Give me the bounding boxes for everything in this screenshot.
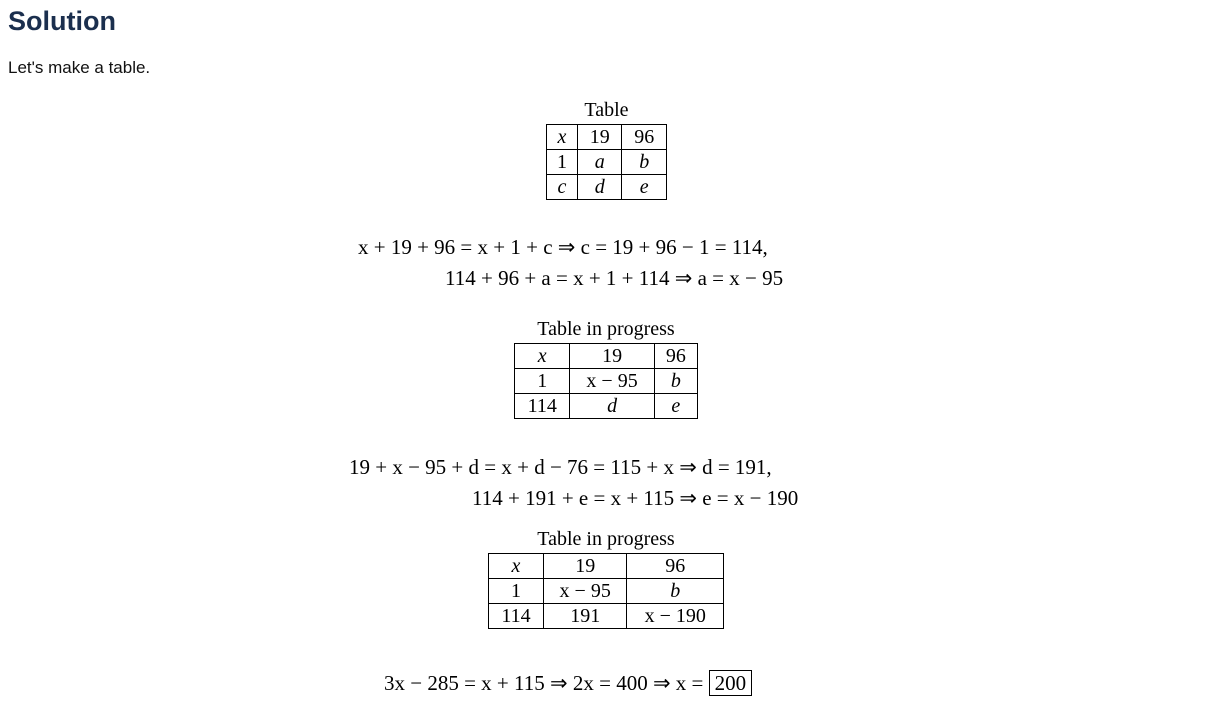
table-cell: 19 [570, 344, 654, 369]
table-cell: 1 [547, 150, 578, 175]
table-2 [514, 343, 698, 419]
table-cell: e [622, 175, 667, 200]
table-3-caption: Table in progress [537, 528, 675, 550]
table-row [489, 604, 724, 629]
equation-line: x + 19 + 96 = x + 1 + c ⇒ c = 19 + 96 − 1 = 114, [358, 235, 768, 259]
table-row [489, 554, 724, 579]
table-cell: d [578, 175, 622, 200]
table-row [515, 344, 698, 369]
table-row [489, 579, 724, 604]
final-equation-text: 3x − 285 = x + 115 ⇒ 2x = 400 ⇒ x = [384, 671, 704, 695]
equation-line: 114 + 96 + a = x + 1 + 114 ⇒ a = x − 95 [445, 266, 784, 290]
table-cell: b [622, 150, 667, 175]
table-cell: x [547, 125, 578, 150]
table-cell: 1 [489, 579, 544, 604]
table-cell: a [578, 150, 622, 175]
table-row [515, 369, 698, 394]
answer-box: 200 [709, 670, 753, 696]
table-cell: 114 [515, 394, 570, 419]
intro-text: Let's make a table. [8, 58, 151, 77]
table-cell: x − 190 [627, 604, 724, 629]
table-cell: x [515, 344, 570, 369]
table-cell: c [547, 175, 578, 200]
final-equation [384, 671, 752, 695]
table-cell: 96 [622, 125, 667, 150]
table-cell: x − 95 [570, 369, 654, 394]
table-row [547, 175, 667, 200]
table-cell: e [654, 394, 697, 419]
table-1 [546, 124, 667, 200]
table-3 [488, 553, 724, 629]
table-row [547, 125, 667, 150]
table-cell: 96 [654, 344, 697, 369]
table-cell: 1 [515, 369, 570, 394]
table-cell: 19 [543, 554, 627, 579]
table-row [515, 394, 698, 419]
table-row [547, 150, 667, 175]
table-cell: 191 [543, 604, 627, 629]
table-cell: 96 [627, 554, 724, 579]
table-cell: d [570, 394, 654, 419]
table-2-caption: Table in progress [537, 318, 675, 340]
table-1-caption: Table [584, 99, 629, 121]
table-cell: x [489, 554, 544, 579]
equation-line: 114 + 191 + e = x + 115 ⇒ e = x − 190 [472, 486, 799, 510]
equation-line: 19 + x − 95 + d = x + d − 76 = 115 + x ⇒ d = 191, [349, 455, 772, 479]
table-cell: b [627, 579, 724, 604]
table-cell: x − 95 [543, 579, 627, 604]
table-cell: b [654, 369, 697, 394]
page-title: Solution [8, 6, 116, 36]
table-cell: 114 [489, 604, 544, 629]
table-cell: 19 [578, 125, 622, 150]
